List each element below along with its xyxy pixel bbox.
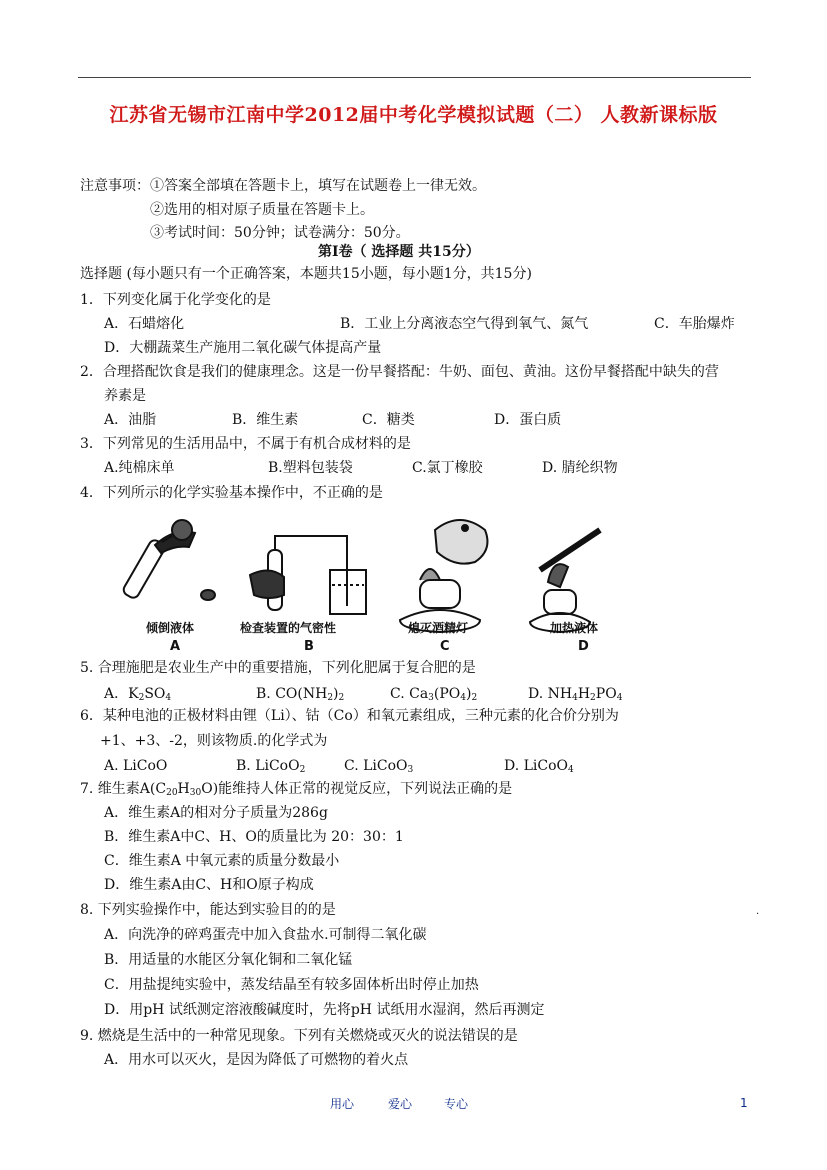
option: B. LiCoO$_2$	[236, 758, 306, 775]
figure-caption: 检查装置的气密性	[240, 621, 337, 635]
section-title: 第Ⅰ卷（ 选择题 共15分）	[318, 244, 480, 260]
footer-item: 用心	[330, 1097, 355, 1111]
option: D．蛋白质	[494, 412, 562, 428]
question-stem: 7. 维生素$A(C_{20}H_{30}O)$能维持人体正常的视觉反应，下列说法正确的是	[80, 781, 513, 798]
option: B.塑料包装袋	[268, 460, 353, 476]
pouring-liquid-illustration	[122, 520, 215, 600]
question-stem: 8. 下列实验操作中，能达到实验目的的是	[80, 902, 336, 918]
question-stem: 4．下列所示的化学实验基本操作中，不正确的是	[80, 485, 383, 501]
notes-item: ②选用的相对原子质量在答题卡上。	[150, 202, 374, 218]
figure-letter: A	[170, 639, 181, 654]
question-stem-continued: 养素是	[104, 388, 146, 404]
option-row	[104, 410, 561, 430]
figure-letter: B	[304, 639, 314, 654]
option: C．用盐提纯实验中，蒸发结晶至有较多固体析出时停止加热	[104, 977, 479, 993]
option: A．石蜡熔化	[104, 316, 185, 332]
notes-block	[80, 176, 486, 196]
option: C．糖类	[362, 412, 415, 428]
gas-tightness-illustration	[250, 536, 366, 614]
question-stem: 5. 合理施肥是农业生产中的重要措施，下列化肥属于复合肥的是	[80, 660, 476, 676]
notes-item: ①答案全部填在答题卡上，填写在试题卷上一律无效。	[150, 178, 486, 194]
option: D. 腈纶织物	[542, 460, 618, 476]
option: D．维生素A由C、H和O原子构成	[104, 877, 314, 893]
figure-caption: 加热液体	[550, 621, 599, 635]
question-stem: 3．下列常见的生活用品中，不属于有机合成材料的是	[80, 436, 411, 452]
question-stem: 1．下列变化属于化学变化的是	[80, 292, 271, 308]
option-row	[104, 684, 622, 704]
page-title: 江苏省无锡市江南中学2012届中考化学模拟试题（二） 人教新课标版	[109, 104, 718, 126]
option: D．大棚蔬菜生产施用二氧化碳气体提高产量	[104, 340, 382, 356]
option: C.氯丁橡胶	[412, 460, 483, 476]
notes-label: 注意事项：	[80, 178, 150, 194]
heating-liquid-illustration	[530, 530, 600, 632]
option: A. LiCoO	[104, 758, 168, 774]
figure-caption: 熄灭酒精灯	[408, 621, 469, 635]
stray-dot: .	[756, 906, 760, 917]
option: D. $NH_4H_2PO_4$	[528, 686, 623, 703]
option: A．油脂	[104, 412, 157, 428]
notes-item: ③考试时间：50分钟；试卷满分：50分。	[150, 225, 410, 241]
question-stem-continued: +1、+3、-2，则该物质.的化学式为	[100, 733, 328, 749]
question-stem: 6．某种电池的正极材料由锂（Li）、钴（Co）和氧元素组成，三种元素的化合价分别为	[80, 708, 619, 724]
option: B．维生素	[232, 412, 299, 428]
figure-caption: 倾倒液体	[146, 621, 195, 635]
footer-item: 爱心	[388, 1097, 413, 1111]
option: C. LiCoO$_3$	[344, 758, 414, 775]
option: A．$K_2SO_4$	[104, 686, 172, 703]
figure-letter: D	[578, 639, 589, 654]
footer-item: 专心	[444, 1097, 469, 1111]
option: A．用水可以灭火，是因为降低了可燃物的着火点	[104, 1052, 409, 1068]
option: A.纯棉床单	[104, 460, 175, 476]
page-number: 1	[740, 1096, 748, 1110]
option: C. $Ca_3(PO_4)_2$	[390, 686, 478, 703]
option: A．向洗净的碎鸡蛋壳中加入食盐水.可制得二氧化碳	[104, 927, 427, 943]
option: B．用适量的水能区分氧化铜和二氧化锰	[104, 952, 353, 968]
question-stem: 9. 燃烧是生活中的一种常见现象。下列有关燃烧或灭火的说法错误的是	[80, 1028, 518, 1044]
option: D．用pH 试纸测定溶液酸碱度时，先将pH 试纸用水湿润，然后再测定	[104, 1002, 545, 1018]
option: C．车胎爆炸	[654, 316, 735, 332]
alcohol-lamp-illustration	[400, 520, 487, 632]
option-row	[104, 756, 574, 776]
lab-operations-figure	[100, 510, 630, 655]
option: B．工业上分离液态空气得到氧气、氮气	[340, 316, 589, 332]
option: D. LiCoO$_4$	[504, 758, 574, 775]
section-instruction: 选择题 (每小题只有一个正确答案，本题共15小题，每小题1分，共15分)	[80, 266, 532, 282]
option-row	[104, 314, 735, 334]
option: B．维生素A中C、H、O的质量比为 20：30：1	[104, 829, 404, 845]
option: C．维生素A 中氧元素的质量分数最小	[104, 853, 340, 869]
option-row	[104, 458, 618, 478]
header-rule	[78, 77, 751, 78]
question-stem: 2．合理搭配饮食是我们的健康理念。这是一份早餐搭配：牛奶、面包、黄油。这份早餐搭配中缺失的营	[80, 364, 719, 380]
figure-letter: C	[440, 639, 450, 654]
option: A．维生素A的相对分子质量为286g	[104, 805, 328, 821]
option: B. $CO(NH_2)_2$	[256, 686, 345, 703]
